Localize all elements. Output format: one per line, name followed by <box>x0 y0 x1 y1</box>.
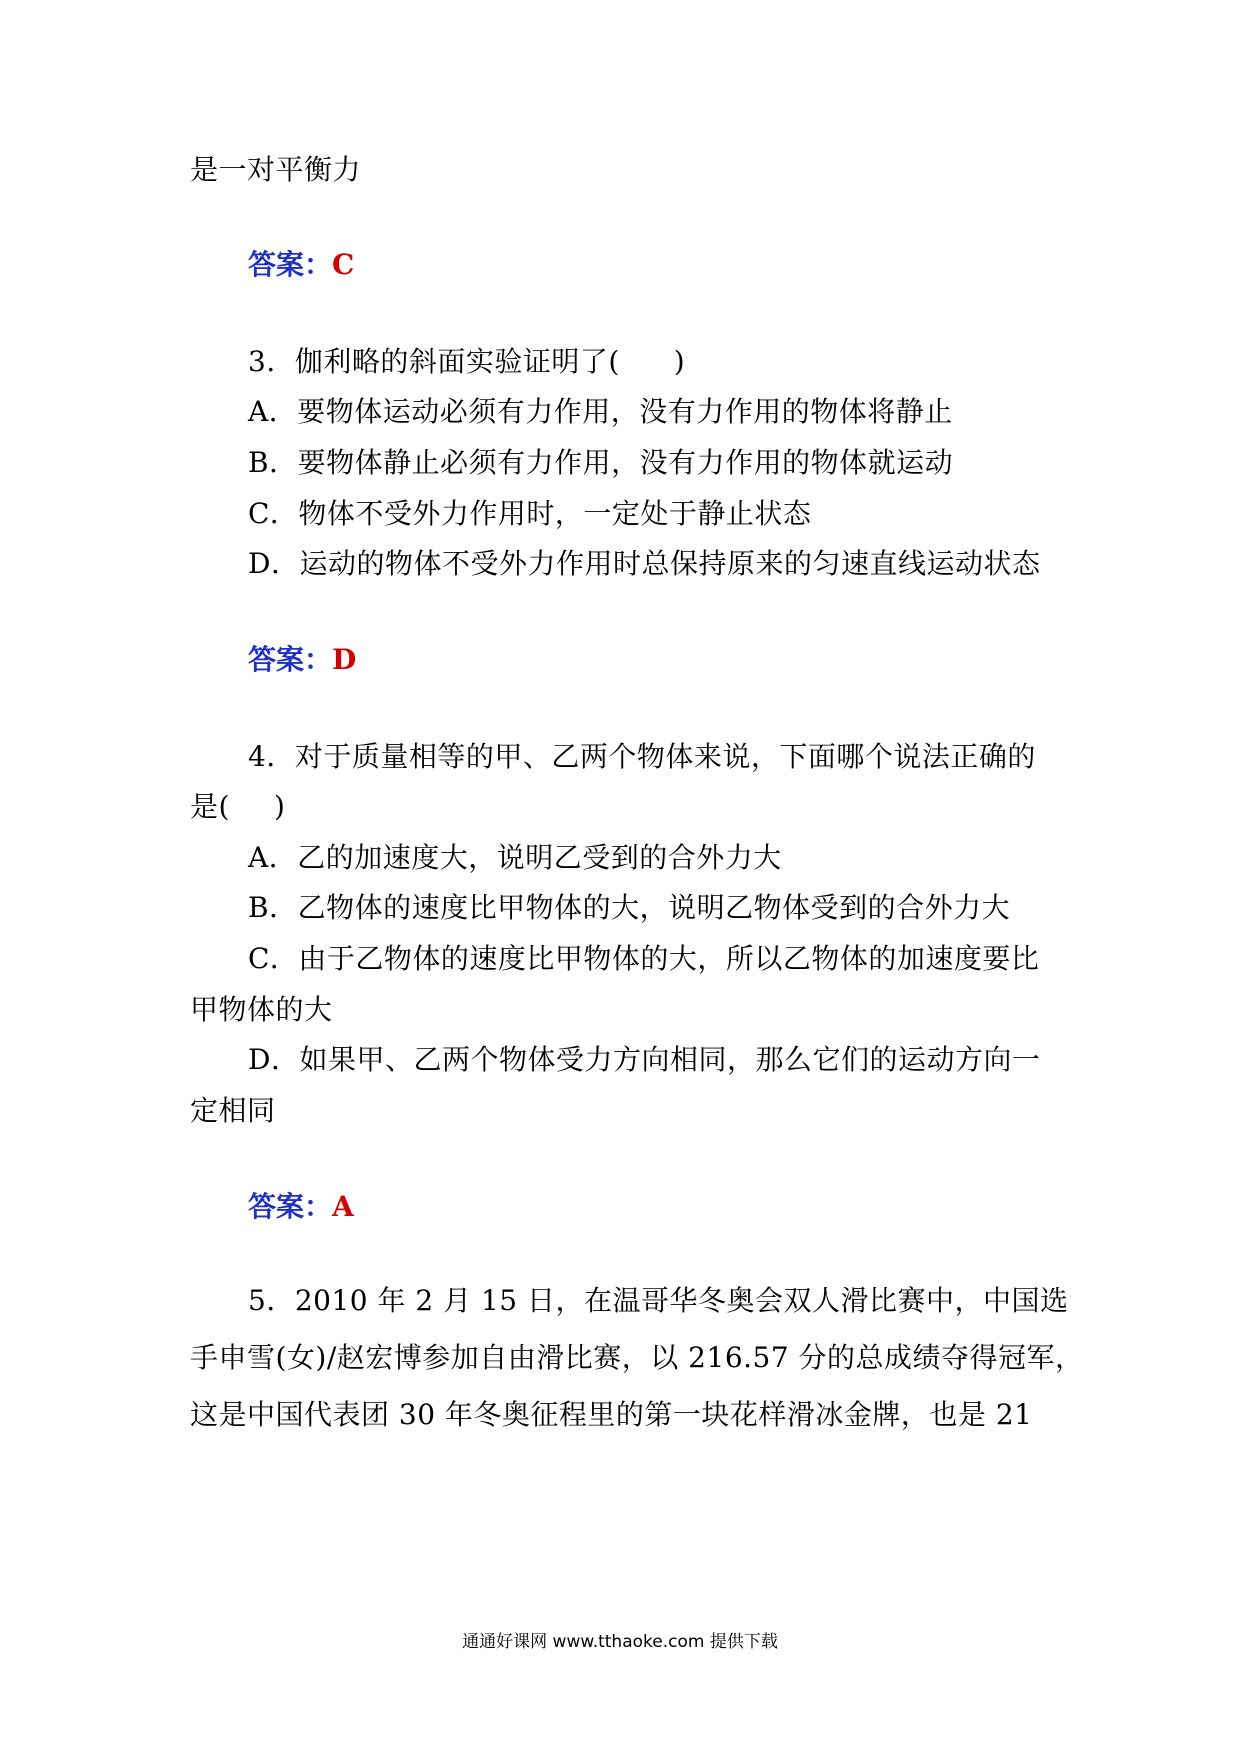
question-4-option-d-line1: D．如果甲、乙两个物体受力方向相同，那么它们的运动方向一 <box>248 1043 1041 1076</box>
answer-q2 <box>248 245 354 285</box>
question-4-close: ) <box>273 790 286 823</box>
answer-q3 <box>248 640 356 680</box>
question-4-option-c-line1: C．由于乙物体的速度比甲物体的大，所以乙物体的加速度要比 <box>248 942 1040 975</box>
question-3-option-d: D．运动的物体不受外力作用时总保持原来的匀速直线运动状态 <box>248 547 1041 580</box>
question-4-stem-line2 <box>190 787 285 827</box>
answer-q4 <box>248 1187 354 1227</box>
question-5-paragraph <box>190 1272 1084 1443</box>
question-4-option-a: A．乙的加速度大，说明乙受到的合外力大 <box>248 841 782 874</box>
answer-value: C <box>332 248 355 281</box>
question-5-line3: 这是中国代表团 30 年冬奥征程里的第一块花样滑冰金牌，也是 21 <box>190 1398 1033 1431</box>
answer-label: 答案： <box>248 643 333 676</box>
question-continuation: 是一对平衡力 <box>190 153 362 186</box>
question-3-option-b: B．要物体静止必须有力作用，没有力作用的物体就运动 <box>248 446 954 479</box>
question-5-line2: 手申雪(女)/赵宏博参加自由滑比赛，以 216.57 分的总成绩夺得冠军， <box>190 1341 1084 1374</box>
question-4-stem-line1: 4．对于质量相等的甲、乙两个物体来说，下面哪个说法正确的 <box>248 740 1036 773</box>
question-4-option-b: B．乙物体的速度比甲物体的大，说明乙物体受到的合外力大 <box>248 891 1011 924</box>
question-3-text: 3．伽利略的斜面实验证明了( <box>248 345 620 378</box>
question-3-stem <box>248 342 685 382</box>
question-4-option-d-line2: 定相同 <box>190 1094 276 1127</box>
answer-value: D <box>332 643 357 676</box>
question-3-option-c: C．物体不受外力作用时，一定处于静止状态 <box>248 497 812 530</box>
question-3-option-a: A．要物体运动必须有力作用，没有力作用的物体将静止 <box>248 395 953 428</box>
page-footer: 通通好课网 www.tthaoke.com 提供下载 <box>462 1632 778 1652</box>
question-3-close: ) <box>673 345 686 378</box>
question-5-line1: 5．2010 年 2 月 15 日，在温哥华冬奥会双人滑比赛中，中国选 <box>248 1284 1069 1317</box>
answer-value: A <box>332 1190 354 1223</box>
question-4-text: 是( <box>190 790 230 823</box>
question-4-option-c-line2: 甲物体的大 <box>190 993 333 1026</box>
answer-label: 答案： <box>248 248 333 281</box>
answer-label: 答案： <box>248 1190 333 1223</box>
